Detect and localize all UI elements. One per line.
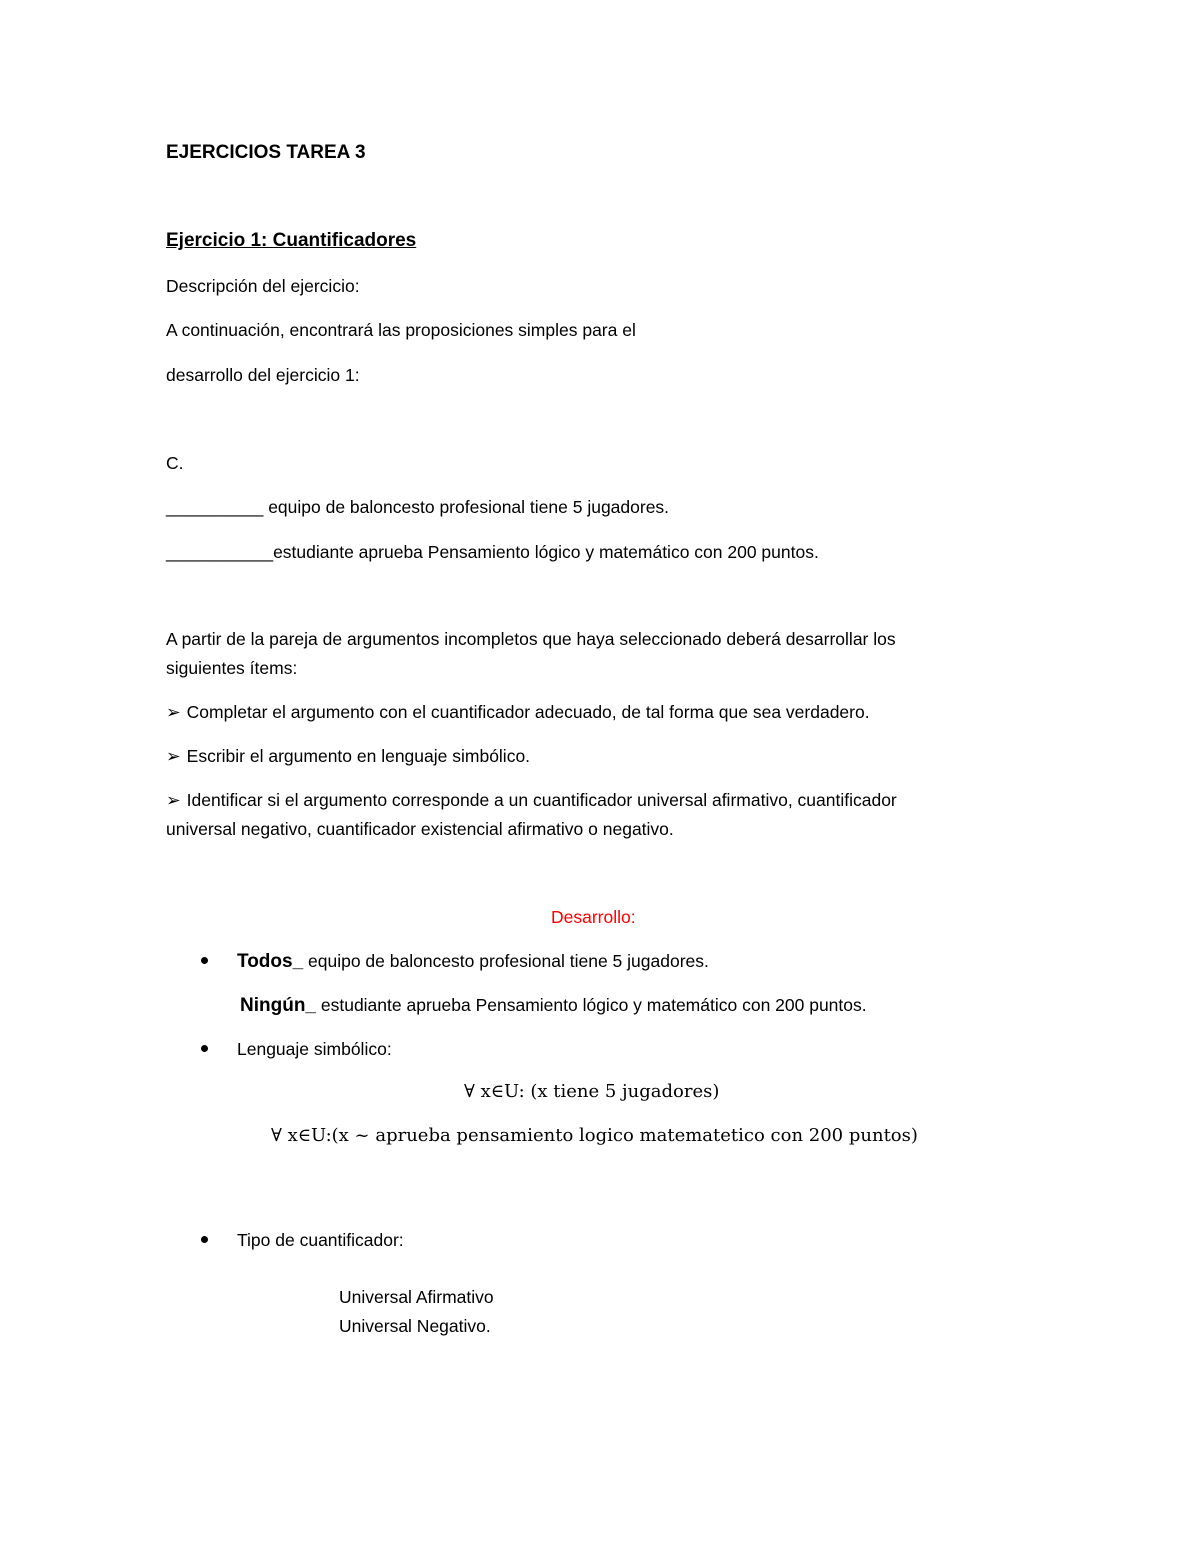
formula-2: ∀ x∈U:(x ~ aprueba pensamiento logico matematetico con 200 puntos) [271, 1125, 918, 1146]
document-title: EJERCICIOS TAREA 3 [166, 142, 366, 163]
arrow-bullet-icon: ➢ [166, 702, 181, 722]
description-label: Descripción del ejercicio: [166, 276, 360, 296]
item-3-text: Identificar si el argumento corresponde a un cuantificador universal afirmativo, cuantificador [186, 790, 897, 810]
quantifier-type-1: Universal Afirmativo [339, 1287, 494, 1307]
proposition-2-text: estudiante aprueba Pensamiento lógico y matemático con 200 puntos. [273, 542, 819, 562]
item-1-text: Completar el argumento con el cuantificador adecuado, de tal forma que sea verdadero. [186, 702, 870, 722]
arrow-bullet-icon: ➢ [166, 746, 181, 766]
quantifier-type-2: Universal Negativo. [339, 1316, 491, 1336]
quantifier-type-label: Tipo de cuantificador: [237, 1230, 404, 1250]
answer-2-quantifier: Ningún_ [240, 995, 316, 1016]
item-2 [166, 745, 530, 767]
intro-line-2: desarrollo del ejercicio 1: [166, 365, 360, 385]
item-2-text: Escribir el argumento en lenguaje simbólico. [186, 746, 531, 766]
formula-1: ∀ x∈U: (x tiene 5 jugadores) [464, 1081, 720, 1102]
bullet-icon [201, 957, 208, 964]
development-heading: Desarrollo: [551, 907, 636, 927]
item-3 [166, 789, 897, 811]
blank-1: __________ [166, 497, 264, 517]
answer-1-quantifier: Todos_ [237, 951, 304, 972]
proposition-1 [166, 496, 669, 518]
answer-1 [237, 950, 709, 973]
blank-2: ___________ [166, 542, 274, 562]
bullet-icon [201, 1236, 208, 1243]
symbolic-label: Lenguaje simbólico: [237, 1039, 392, 1059]
instructions-line-1: A partir de la pareja de argumentos incompletos que haya seleccionado deberá desarrollar los [166, 629, 896, 649]
proposition-1-text: equipo de baloncesto profesional tiene 5 jugadores. [263, 497, 670, 517]
item-3-continuation: universal negativo, cuantificador existencial afirmativo o negativo. [166, 819, 674, 839]
answer-2 [240, 994, 867, 1017]
exercise-heading: Ejercicio 1: Cuantificadores [166, 230, 417, 251]
arrow-bullet-icon: ➢ [166, 790, 181, 810]
instructions-line-2: siguientes ítems: [166, 658, 298, 678]
option-letter: C. [166, 453, 184, 473]
answer-2-text: estudiante aprueba Pensamiento lógico y matemático con 200 puntos. [316, 995, 867, 1015]
answer-1-text: equipo de baloncesto profesional tiene 5 jugadores. [303, 951, 709, 971]
bullet-icon [201, 1045, 208, 1052]
intro-line-1: A continuación, encontrará las proposiciones simples para el [166, 320, 636, 340]
item-1 [166, 701, 870, 723]
proposition-2 [166, 541, 819, 563]
